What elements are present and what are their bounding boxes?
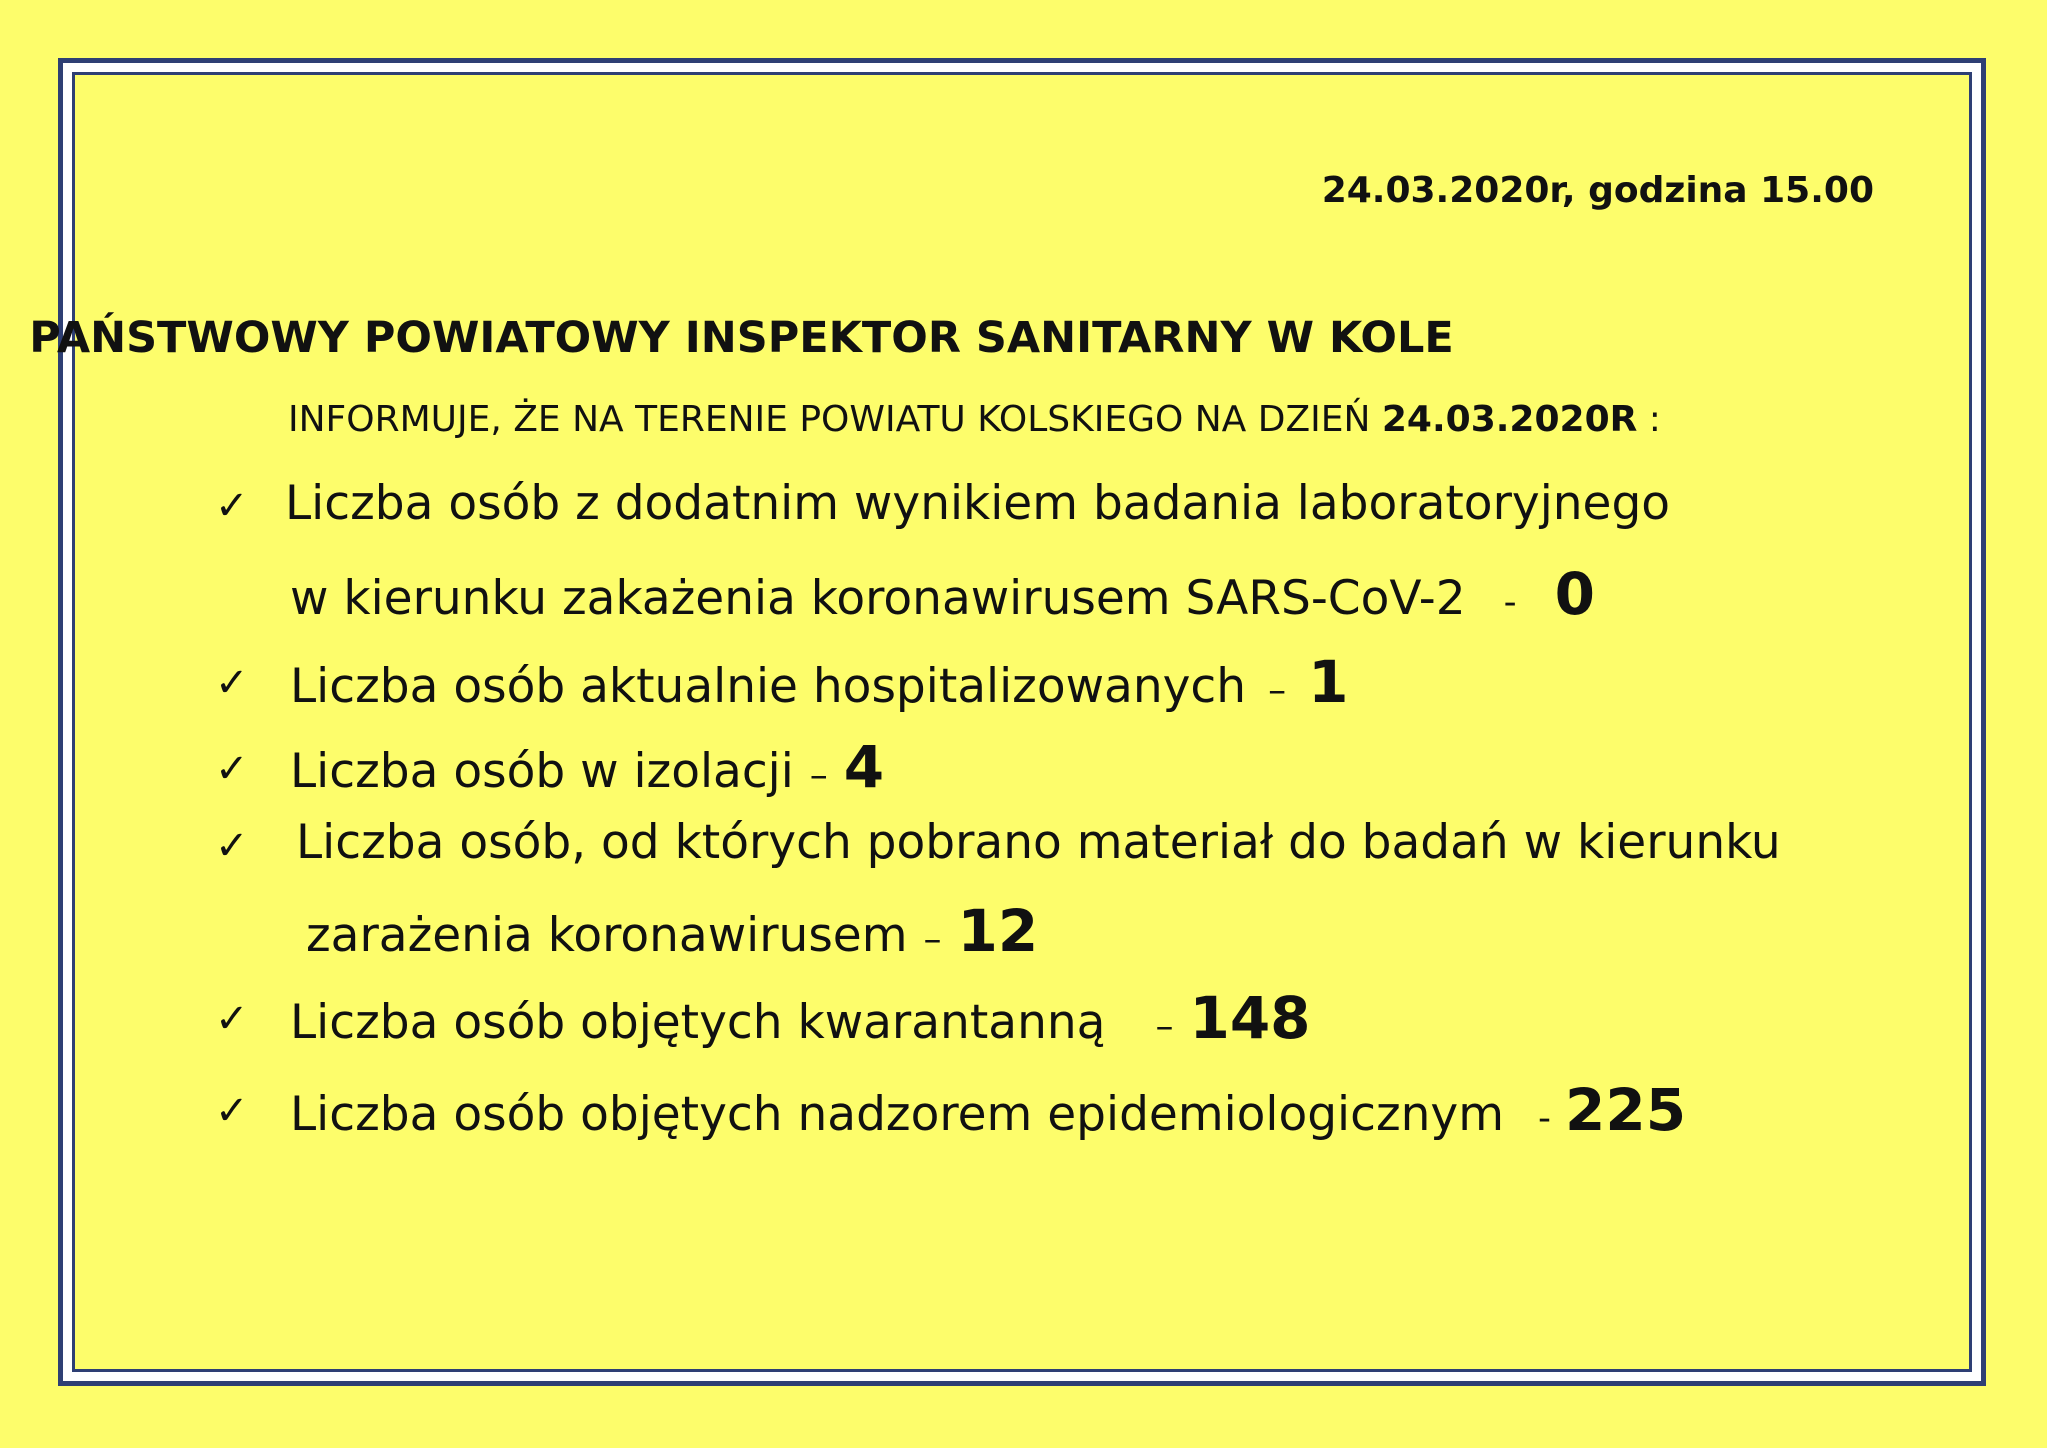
item-text: Liczba osób, od których pobrano materiał do badań w kierunku bbox=[296, 815, 1781, 870]
item-text-continued bbox=[306, 897, 1038, 965]
check-icon: ✓ bbox=[215, 996, 249, 1042]
item-dash: – bbox=[923, 919, 942, 960]
item-label: Liczba osób w izolacji bbox=[290, 744, 794, 799]
item-text: Liczba osób z dodatnim wynikiem badania laboratoryjnego bbox=[285, 476, 1671, 531]
item-value: 148 bbox=[1189, 984, 1311, 1052]
subtitle-text: INFORMUJE, ŻE NA TERENIE POWIATU KOLSKIEGO NA DZIEŃ bbox=[288, 399, 1382, 440]
item-label: Liczba osób aktualnie hospitalizowanych bbox=[290, 659, 1247, 714]
list-item bbox=[290, 984, 1311, 1052]
item-value: 12 bbox=[957, 897, 1039, 965]
item-dash: - bbox=[1538, 1098, 1552, 1139]
item-text-continued bbox=[290, 560, 1595, 628]
list-item bbox=[290, 648, 1348, 716]
subtitle-end: : bbox=[1637, 399, 1661, 440]
page-title bbox=[0, 313, 2047, 363]
item-label: zarażenia koronawirusem bbox=[306, 908, 908, 963]
check-icon: ✓ bbox=[215, 660, 249, 706]
check-icon: ✓ bbox=[215, 746, 249, 792]
list-item bbox=[290, 733, 884, 801]
check-icon: ✓ bbox=[215, 1088, 249, 1134]
check-icon: ✓ bbox=[215, 823, 249, 869]
inner-border bbox=[72, 72, 1972, 1372]
item-dash: – bbox=[1155, 1006, 1174, 1047]
item-label: Liczba osób objętych kwarantanną bbox=[290, 995, 1106, 1050]
item-dash: – bbox=[809, 755, 828, 796]
item-label: w kierunku zakażenia koronawirusem SARS-CoV-2 bbox=[290, 571, 1466, 626]
date-line: 24.03.2020r, godzina 15.00 bbox=[1321, 170, 1874, 211]
item-label: Liczba osób objętych nadzorem epidemiologicznym bbox=[290, 1087, 1505, 1142]
subtitle bbox=[288, 399, 1661, 440]
list-item bbox=[290, 1076, 1686, 1144]
check-icon: ✓ bbox=[215, 483, 249, 529]
item-value: 225 bbox=[1565, 1076, 1687, 1144]
item-value: 4 bbox=[843, 733, 885, 801]
item-value: 0 bbox=[1554, 560, 1595, 628]
item-dash: - bbox=[1503, 582, 1517, 623]
item-value: 1 bbox=[1308, 648, 1349, 716]
item-dash: – bbox=[1268, 670, 1287, 711]
subtitle-date: 24.03.2020R bbox=[1381, 399, 1638, 440]
page-title-text: PAŃSTWOWY POWIATOWY INSPEKTOR SANITARNY W KOLE bbox=[29, 313, 1454, 363]
